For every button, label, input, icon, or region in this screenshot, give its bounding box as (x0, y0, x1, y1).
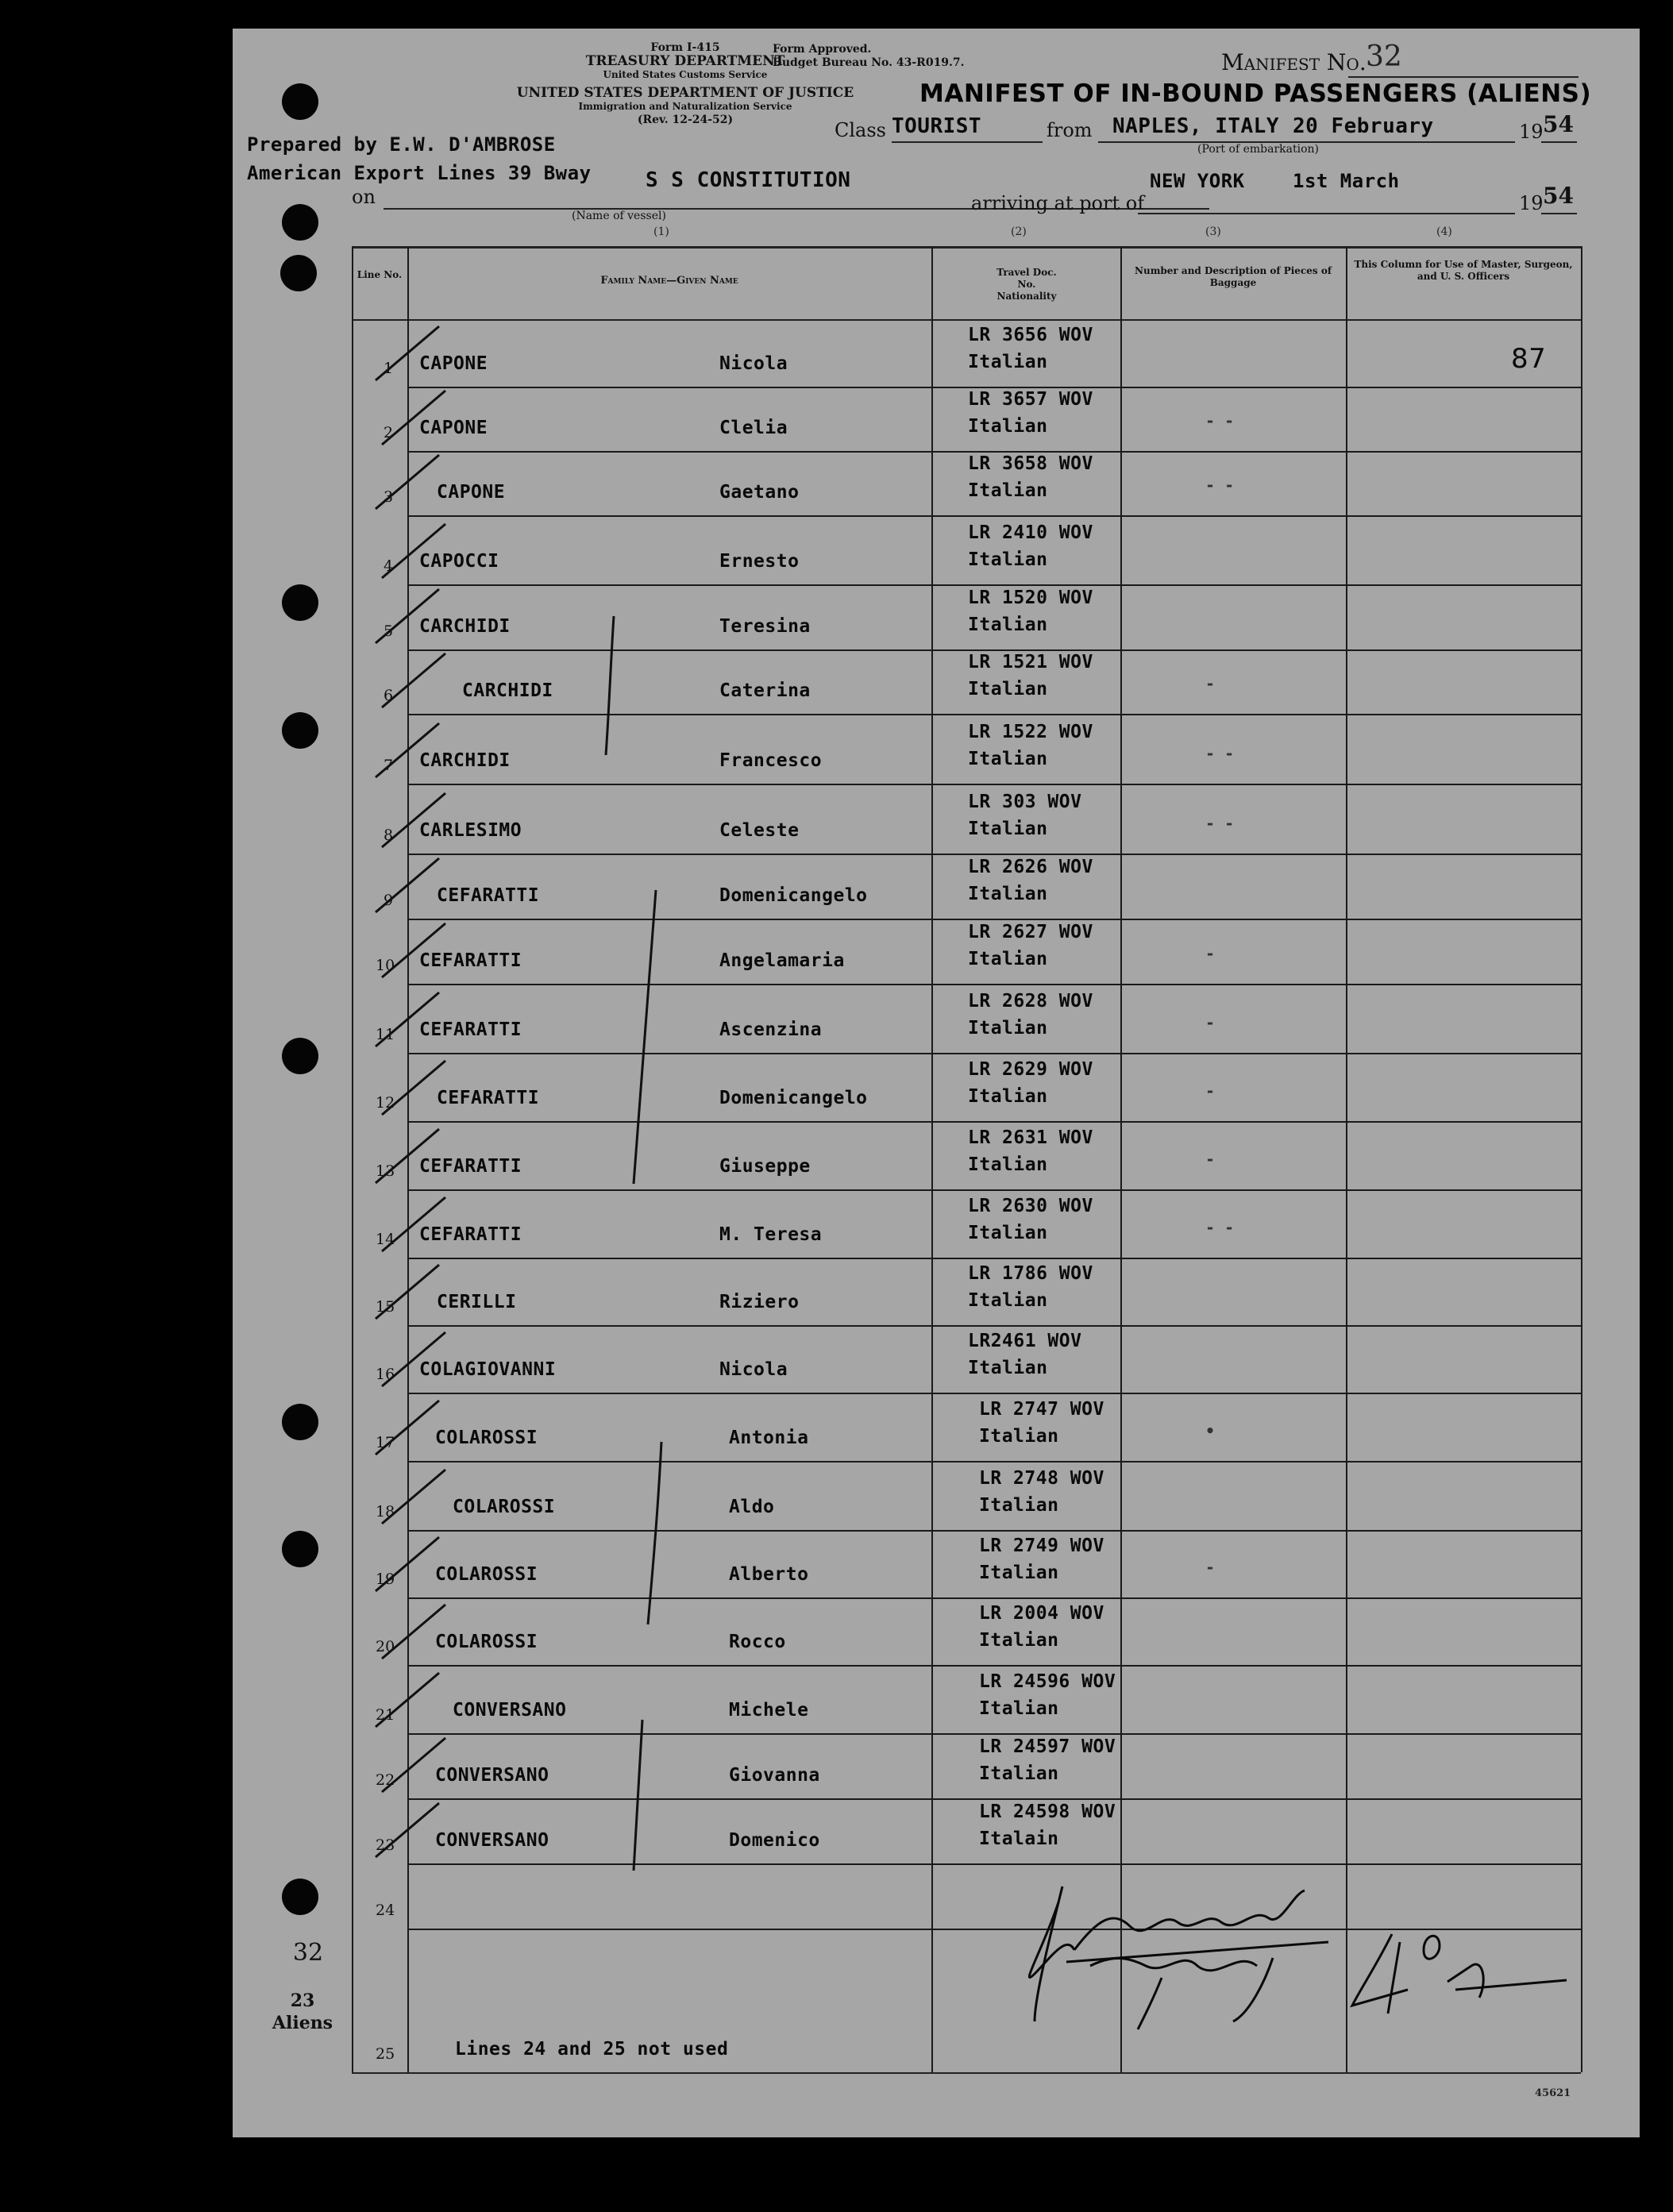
line-number: 1 (384, 360, 394, 377)
manifest-no-value: 32 (1366, 40, 1402, 73)
travel-doc-no: LR 1522 WOV (968, 722, 1093, 742)
check-mark (382, 923, 445, 977)
column-number-4: (4) (1436, 225, 1452, 238)
given-name: Gaetano (719, 482, 800, 503)
nationality: Italian (968, 1358, 1048, 1378)
travel-doc-no: LR 1520 WOV (968, 588, 1093, 608)
arrival-year: 54 (1543, 183, 1574, 209)
family-name: CARCHIDI (462, 680, 553, 701)
nationality: Italian (968, 819, 1048, 839)
from-label: from (1047, 119, 1093, 141)
header-line-no: Line No. (357, 269, 403, 280)
check-mark (382, 1332, 445, 1386)
arrival-year-prefix: 19 (1519, 192, 1544, 214)
family-name: COLAROSSI (453, 1497, 556, 1517)
nationality: Italian (968, 416, 1048, 437)
check-mark (376, 723, 439, 777)
line-number: 12 (376, 1094, 395, 1112)
bracket-colarossi (648, 1442, 661, 1624)
nationality: Italian (979, 1495, 1059, 1516)
given-name: Caterina (719, 680, 811, 701)
manifest-page (233, 29, 1640, 2137)
margin-count-label: Aliens (272, 2013, 333, 2033)
baggage-count: - - (1205, 411, 1235, 430)
signature-stroke (1074, 1890, 1305, 1950)
date-stroke (1388, 1942, 1400, 2014)
given-name: Francesco (719, 750, 823, 771)
family-name: COLAROSSI (435, 1428, 538, 1448)
check-mark (376, 1803, 439, 1857)
header-officers: This Column for Use of Master, Surgeon, and U. S. Officers (1354, 259, 1573, 282)
check-mark (382, 1605, 445, 1659)
given-name: Antonia (729, 1428, 809, 1448)
given-name: M. Teresa (719, 1224, 823, 1245)
handwritten-marks (233, 29, 1640, 2137)
check-mark (376, 589, 439, 643)
family-name: CARCHIDI (419, 616, 511, 637)
given-name: Rocco (729, 1632, 786, 1652)
family-name: CAPONE (437, 482, 506, 503)
given-name: Clelia (719, 418, 788, 438)
travel-doc-no: LR 2747 WOV (979, 1399, 1104, 1420)
nationality: Italian (968, 480, 1048, 501)
bracket-conversano (634, 1720, 642, 1871)
travel-doc-no: LR 2748 WOV (979, 1468, 1104, 1489)
check-mark (382, 391, 445, 445)
header-name: Family Name—Given Name (600, 275, 738, 287)
form-number: Form I-415 (650, 41, 720, 54)
family-name: CAPONE (419, 353, 488, 374)
bracket-cefaratti (634, 890, 656, 1184)
column-number-2: (2) (1011, 225, 1027, 238)
family-name: CONVERSANO (453, 1700, 567, 1721)
date-underline (1455, 1980, 1567, 1990)
family-name: CONVERSANO (435, 1765, 549, 1786)
travel-doc-no: LR 24597 WOV (979, 1736, 1116, 1757)
family-name: CEFARATTI (437, 885, 540, 906)
travel-doc-no: LR 1521 WOV (968, 652, 1093, 672)
arrival-date: 1st March (1293, 170, 1400, 192)
vessel-caption: (Name of vessel) (572, 210, 666, 222)
check-mark (376, 1673, 439, 1727)
line-number: 18 (376, 1503, 395, 1520)
date-stroke (1447, 1964, 1483, 1998)
given-name: Angelamaria (719, 950, 845, 971)
family-name: CEFARATTI (419, 950, 522, 971)
ins-service: Immigration and Naturalization Service (578, 101, 792, 112)
travel-doc-no: LR 2749 WOV (979, 1536, 1104, 1556)
given-name: Teresina (719, 616, 811, 637)
travel-doc-no: LR 2004 WOV (979, 1603, 1104, 1624)
travel-doc-no: LR 2627 WOV (968, 922, 1093, 942)
travel-doc-no: LR 2629 WOV (968, 1059, 1093, 1080)
officer-note: 87 (1511, 343, 1547, 375)
bracket-carchidi (606, 616, 614, 755)
travel-doc-no: LR 3656 WOV (968, 325, 1093, 345)
family-name: Lines 24 and 25 not used (455, 2039, 729, 2060)
given-name: Domenico (729, 1830, 820, 1851)
travel-doc-no: LR 24596 WOV (979, 1671, 1116, 1692)
arriving-label: arriving at port of (971, 192, 1145, 214)
given-name: Nicola (719, 353, 788, 374)
family-name: COLAROSSI (435, 1632, 538, 1652)
signature-stroke (1090, 1959, 1257, 1971)
line-number: 10 (376, 957, 395, 974)
baggage-count: - - (1205, 476, 1235, 495)
family-name: CAPONE (419, 418, 488, 438)
stamp-number: 45621 (1535, 2087, 1571, 2099)
travel-doc-no: LR2461 WOV (968, 1331, 1082, 1351)
nationality: Italian (968, 884, 1048, 904)
signature-underline (1066, 1942, 1328, 1962)
year-value: 54 (1543, 111, 1574, 137)
nationality: Italian (968, 679, 1048, 699)
nationality: Italian (979, 1630, 1059, 1651)
nationality: Italian (968, 949, 1048, 969)
signature-stroke (1138, 1978, 1162, 2029)
check-mark (382, 1738, 445, 1792)
given-name: Domenicangelo (719, 885, 868, 906)
check-mark (382, 524, 445, 578)
family-name: CAPOCCI (419, 551, 499, 572)
nationality: Italian (968, 615, 1048, 635)
nationality: Italian (979, 1426, 1059, 1447)
line-number: 24 (376, 1902, 395, 1919)
signature (1029, 1886, 1567, 2029)
line-number: 5 (384, 622, 394, 640)
travel-doc-no: LR 2410 WOV (968, 522, 1093, 543)
class-value: TOURIST (892, 114, 982, 138)
travel-doc-no: LR 2626 WOV (968, 857, 1093, 877)
budget-bureau: Budget Bureau No. 43-R019.7. (773, 56, 965, 69)
travel-doc-no: LR 3657 WOV (968, 389, 1093, 410)
line-number: 15 (376, 1298, 395, 1316)
baggage-count: - (1205, 944, 1216, 963)
prepared-by: Prepared by E.W. D'AMBROSE (247, 133, 556, 156)
line-number: 6 (384, 687, 394, 704)
line-number: 7 (384, 757, 394, 774)
check-mark (376, 858, 439, 912)
baggage-count: - (1205, 1013, 1216, 1032)
treasury-department: TREASURY DEPARTMENT (585, 53, 785, 69)
nationality: Italian (968, 1086, 1048, 1107)
family-name: CEFARATTI (419, 1156, 522, 1177)
family-name: COLAGIOVANNI (419, 1359, 557, 1380)
class-label: Class (835, 119, 886, 141)
baggage-count: • (1205, 1421, 1216, 1440)
date-stroke (1424, 1936, 1440, 1959)
shipping-agent: American Export Lines 39 Bway (247, 162, 592, 184)
check-mark (376, 326, 439, 380)
justice-department: UNITED STATES DEPARTMENT OF JUSTICE (516, 85, 854, 101)
check-mark (382, 1061, 445, 1115)
given-name: Alberto (729, 1564, 809, 1585)
customs-service: United States Customs Service (603, 69, 768, 80)
given-name: Domenicangelo (719, 1088, 868, 1108)
line-number: 22 (376, 1771, 395, 1789)
signature-stroke (1029, 1902, 1074, 1977)
family-name: CEFARATTI (419, 1224, 522, 1245)
on-label: on (352, 186, 376, 208)
nationality: Italian (968, 1154, 1048, 1175)
header-baggage: Number and Description of Pieces of Baggage (1135, 265, 1332, 288)
line-number: 20 (376, 1638, 395, 1655)
check-mark (382, 653, 445, 707)
column-number-3: (3) (1205, 225, 1221, 238)
baggage-count: - (1205, 1150, 1216, 1169)
check-mark (376, 455, 439, 509)
line-number: 2 (384, 424, 394, 441)
margin-count-value: 23 (290, 1990, 315, 2011)
check-mark (376, 1401, 439, 1455)
nationality: Italian (968, 1290, 1048, 1311)
family-brackets (606, 616, 661, 1871)
line-number: 25 (376, 2045, 395, 2063)
nationality: Italian (979, 1763, 1059, 1784)
travel-doc-no: LR 2628 WOV (968, 991, 1093, 1012)
given-name: Nicola (719, 1359, 788, 1380)
family-name: COLAROSSI (435, 1564, 538, 1585)
baggage-count: - - (1205, 1218, 1235, 1237)
form-revision: (Rev. 12-24-52) (637, 114, 734, 126)
check-mark (376, 1537, 439, 1591)
header-travel-doc: Travel Doc. No. Nationality (996, 267, 1057, 302)
line-number: 13 (376, 1162, 395, 1180)
baggage-count: - (1205, 1081, 1216, 1100)
line-number: 11 (376, 1026, 395, 1043)
vessel-value: S S CONSTITUTION (646, 168, 851, 192)
line-number: 14 (376, 1231, 395, 1248)
port-caption: (Port of embarkation) (1197, 143, 1319, 156)
line-number: 8 (384, 827, 394, 844)
family-name: CEFARATTI (419, 1019, 522, 1040)
family-name: CARLESIMO (419, 820, 522, 841)
travel-doc-no: LR 303 WOV (968, 792, 1082, 812)
given-name: Giovanna (729, 1765, 820, 1786)
baggage-count: - (1205, 674, 1216, 693)
check-mark (382, 1470, 445, 1524)
line-number: 17 (376, 1434, 395, 1451)
given-name: Ascenzina (719, 1019, 823, 1040)
family-name: CARCHIDI (419, 750, 511, 771)
signature-stroke (1233, 1958, 1273, 2021)
line-number: 16 (376, 1366, 395, 1383)
nationality: Italian (979, 1563, 1059, 1583)
travel-doc-no: LR 2630 WOV (968, 1196, 1093, 1216)
travel-doc-no: LR 3658 WOV (968, 453, 1093, 474)
margin-sheet-no: 32 (292, 1939, 324, 1967)
given-name: Aldo (729, 1497, 775, 1517)
form-approved: Form Approved. (773, 43, 872, 56)
nationality: Italian (968, 352, 1048, 372)
nationality: Italian (968, 549, 1048, 570)
from-value: NAPLES, ITALY (1112, 114, 1279, 138)
baggage-count: - - (1205, 744, 1235, 763)
line-number: 21 (376, 1706, 395, 1724)
line-number: 23 (376, 1836, 395, 1854)
from-date: 20 February (1293, 114, 1434, 138)
column-number-1: (1) (653, 225, 669, 238)
line-number: 3 (384, 488, 394, 506)
nationality: Italain (979, 1829, 1059, 1849)
given-name: Ernesto (719, 551, 800, 572)
nationality: Italian (979, 1698, 1059, 1719)
travel-doc-no: LR 2631 WOV (968, 1127, 1093, 1148)
nationality: Italian (968, 1223, 1048, 1243)
given-name: Riziero (719, 1292, 800, 1312)
nationality: Italian (968, 1018, 1048, 1039)
manifest-no-label: Manifest No. (1221, 49, 1367, 75)
line-number: 4 (384, 557, 394, 575)
given-name: Michele (729, 1700, 809, 1721)
given-name: Celeste (719, 820, 800, 841)
line-number: 19 (376, 1570, 395, 1588)
check-mark (376, 992, 439, 1046)
manifest-title: MANIFEST OF IN-BOUND PASSENGERS (ALIENS) (919, 79, 1592, 108)
travel-doc-no: LR 24598 WOV (979, 1802, 1116, 1822)
nationality: Italian (968, 749, 1048, 769)
arrival-port: NEW YORK (1150, 170, 1245, 192)
baggage-count: - (1205, 1558, 1216, 1577)
line-number: 9 (384, 892, 394, 909)
given-name: Giuseppe (719, 1156, 811, 1177)
check-mark (376, 1129, 439, 1183)
family-name: CONVERSANO (435, 1830, 549, 1851)
family-name: CERILLI (437, 1292, 517, 1312)
family-name: CEFARATTI (437, 1088, 540, 1108)
check-marks (376, 326, 445, 1857)
year-prefix: 19 (1519, 121, 1544, 143)
check-mark (382, 793, 445, 847)
baggage-count: - - (1205, 814, 1235, 833)
travel-doc-no: LR 1786 WOV (968, 1263, 1093, 1284)
check-mark (382, 1197, 445, 1251)
check-mark (376, 1265, 439, 1319)
